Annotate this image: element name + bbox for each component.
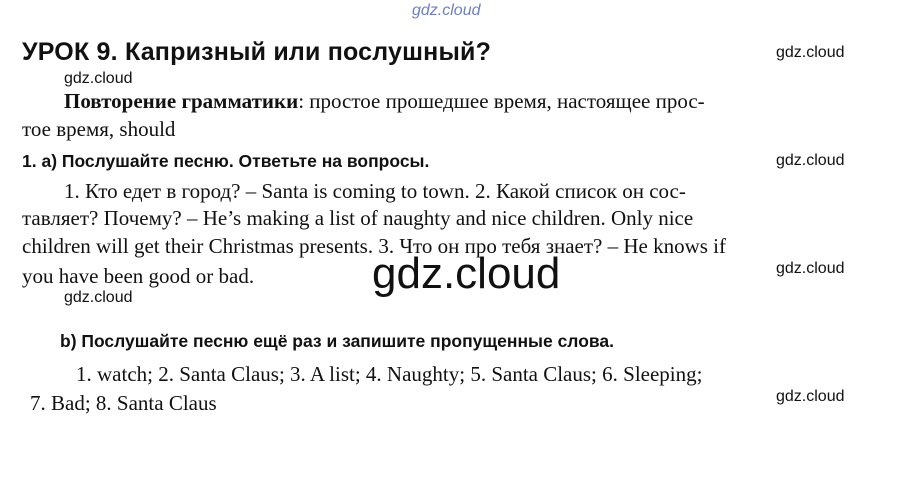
watermark-small: gdz.cloud [64, 289, 133, 306]
task-1a-answer-line: children will get their Christmas presents. 3. Что он про тебя знает? – He knows if [22, 234, 727, 258]
task-1a-answer-line: 1. Кто едет в город? – Santa is coming to town. 2. Какой список он сос- [64, 179, 686, 203]
task-1b-answer-line: 1. watch; 2. Santa Claus; 3. A list; 4. Naughty; 5. Santa Claus; 6. Sleeping; [76, 362, 703, 386]
watermark-small: gdz.cloud [64, 70, 133, 87]
task-1b-heading: b) Послушайте песню ещё раз и запишите пропущенные слова. [60, 331, 615, 351]
task-1b-answer-line: 7. Bad; 8. Santa Claus [30, 391, 217, 415]
task-1a-heading: 1. а) Послушайте песню. Ответьте на вопросы. [22, 151, 430, 171]
grammar-text-line2: тое время, should [22, 117, 176, 141]
watermark-small: gdz.cloud [776, 260, 845, 277]
watermark-large: gdz.cloud [372, 249, 561, 298]
grammar-label: Повторение грамматики [64, 89, 299, 113]
watermark-top: gdz.cloud [412, 2, 481, 19]
lesson-title: УРОК 9. Капризный или послушный? [22, 38, 492, 66]
task-1a-answer-line: тавляет? Почему? – He’s making a list of naughty and nice children. Only nice [22, 206, 694, 230]
grammar-text: : простое прошедшее время, настоящее прос- [298, 89, 705, 113]
grammar-review [64, 89, 705, 114]
watermark-small: gdz.cloud [776, 44, 845, 61]
watermark-small: gdz.cloud [776, 152, 845, 169]
task-1a-answer-line: you have been good or bad. [22, 264, 255, 288]
watermark-small: gdz.cloud [776, 388, 845, 405]
